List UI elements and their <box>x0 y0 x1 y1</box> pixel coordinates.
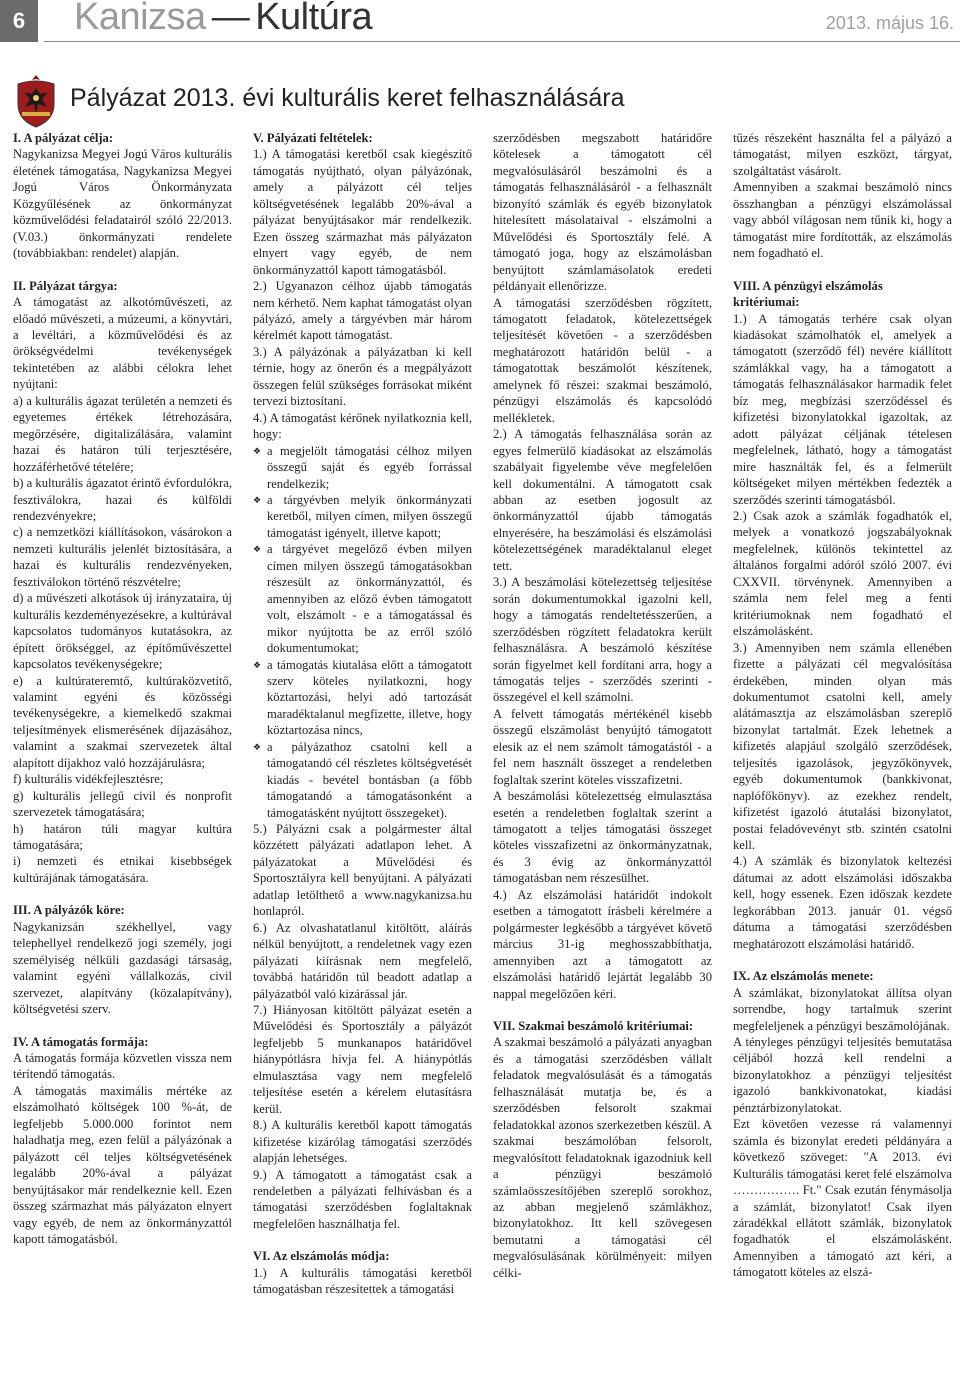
section-heading-accounting-process: IX. Az elszámolás menete: <box>733 969 874 984</box>
column-4 <box>733 130 952 1392</box>
list-item: ❖ a tárgyévben melyik önkormányzati keretből, milyen címen, milyen összegű támogatást igényelt, illetve kapott; <box>253 492 472 541</box>
paragraph: 1.) A kulturális támogatási keretből támogatásban részesítettek a támogatási <box>253 1265 472 1297</box>
paragraph: A számlákat, bizonylatokat állítsa olyan sorrendbe, hogy tartalmuk szerint megfeleljenek a pénzügyi beszámolójának. <box>733 985 952 1033</box>
paragraph: Nagykanizsán székhellyel, vagy telephellyel rendelkező jogi személy, jogi személyiség nélküli gazdasági társaság, valamint egyéni vállalkozás, civil szervezet, alapítvány (közalapítvány), költségvetési szerv. <box>13 919 232 1017</box>
paragraph: A támogatást az alkotóművészeti, az előadó művészeti, a múzeumi, a könyvtári, a levéltári, a közművelődési és az örökségvédelmi tevékenységek tekintetében az alábbi célokra lehet nyújtani: <box>13 295 232 392</box>
paragraph: tűzés részeként használta fel a pályázó a támogatást, milyen eszközt, tárgyat, szolgáltatást vásárolt. <box>733 131 952 178</box>
paragraph: 1.) A támogatás terhére csak olyan kiadásokat számolhatók el, amelyek a támogatott (szerződő fél) nevére kiállított számlákkal vagy, ha a támogatott a támogatás felhasználásakor harmadik felet bíz meg, megbízási szerződéssel és kifizetési bizonylatokkal igazoltak, az adott pályázat céljának tételesen megfelelnek, látható, hogy a támogatást mire használták fel, és a felmerült költségeket milyen mértékben fedezték a szerződés szerinti támogatásból. <box>733 311 952 507</box>
paragraph: d) a művészeti alkotások új irányzataira, új kulturális kezdeményezésekre, a kultúrával kapcsolatos tudományos kutatásokra, az épített örökséggel, az építőművészettel kapcsolatos tevékenységekre; <box>13 591 232 672</box>
masthead-kanizsa: Kanizsa <box>74 0 206 38</box>
paragraph: A szakmai beszámoló a pályázati anyagban és a támogatási szerződésben vállalt feladatok megvalósulását és a támogatás felhasználását mutatja be, és a szerződésben felsorolt szakmai feladatokkal azonos szerkezetben készül. A szakmai beszámolóban felsorolt, megvalósított feladatoknak igazodniuk kell a pénzügyi beszámoló számlaösszesítőjében szereplő sorokhoz, az abban megjelenő számlákhoz, bizonylatokhoz. Itt kell szövegesen bemutatni a támogatási cél megvalósulásának körülményeit: milyen célki- <box>493 1035 712 1280</box>
paragraph: A támogatási szerződésben rögzített, támogatott feladatok, kötelezettségek teljesítését követően - a szerződésben meghatározott határidőn belül - a támogatottak beszámolót készítenek, amelynek fő részei: szakmai beszámoló, pénzügyi elszámolás és kapcsolódó mellékletek. <box>493 295 712 425</box>
paragraph: c) a nemzetközi kiállításokon, vásárokon a nemzeti kulturális jelenlét biztosítására, a hazai és kulturális rendezvényeken, fesztiválokon történő részvételre; <box>13 525 232 589</box>
list-item: ❖ a tárgyévet megelőző évben milyen címen milyen összegű támogatásokban részesült az önkormányzattól, és amennyiben az előző évben támogatott volt, elszámolt - e a támogatással és mikor nyújtotta be az erről szóló dokumentumokat; <box>253 541 472 656</box>
paragraph: 4.) A támogatást kérőnek nyilatkoznia kell, hogy: <box>253 410 472 442</box>
masthead-dash: — <box>211 0 250 38</box>
section-heading-financial-criteria: VIII. A pénzügyi elszámolás kritériumai: <box>733 278 883 310</box>
paragraph: Amennyiben a szakmai beszámoló nincs összhangban a pénzügyi elszámolással vagy abból világosan nem tűnik ki, hogy a támogatást mire fordították, az elszámolás nem fogadható el. <box>733 180 952 261</box>
paragraph: 5.) Pályázni csak a polgármester által közzétett pályázati adatlapon lehet. A pályázatokat a Művelődési és Sportosztályra kell benyújtani. A pályázati adatlap letölthető a www.nagykanizsa.hu honlapról. <box>253 822 472 919</box>
paragraph: A tényleges pénzügyi teljesítés bemutatása céljából hozzá kell rendelni a bizonylatokhoz a pénzügyi teljesítést igazoló bankkivonatokat, kiadási pénztárbizonylatokat. <box>733 1035 952 1115</box>
paragraph: szerződésben megszabott határidőre kötelesek a támogatott cél megvalósulásáról beszámolni és a támogatás felhasználásáról - a felhasznált bizonyító számlák és egyéb bizonylatok hitelesített másolataival - elszámolni a Művelődési és Sportosztály felé. A támogató joga, hogy az elszámolásban benyújtott számlamásolatok eredeti példányait ellenőrizze. <box>493 131 712 294</box>
paragraph: 9.) A támogatott a támogatást csak a rendeletben a pályázati felhívásban és a támogatási szerződésben foglaltaknak megfelelően használhatja fel. <box>253 1167 472 1231</box>
header-rule <box>44 41 960 42</box>
paragraph: 2.) Csak azok a számlák fogadhatók el, melyek a vonatkozó jogszabályoknak megfelelnek, különös tekintettel az általános forgalmi adóról szóló 2007. évi CXXVII. törvénynek. Amennyiben a számla nem felel meg a fenti kritériumoknak nem fogadható el elszámolásként. <box>733 508 952 639</box>
paragraph: e) a kultúrateremtő, kultúraközvetítő, valamint egyéni és közösségi tevékenységekre, a kiemelkedő szakmai teljesítmények elismerésének díjazásához, valamint a szakmai szervezetek által alapított díjakhoz való hozzájárulásra; <box>13 673 232 770</box>
paragraph: A támogatás formája közvetlen vissza nem térítendő támogatás. <box>13 1051 232 1082</box>
paragraph: A felvett támogatás mértékénél kisebb összegű elszámolást benyújtó támogatott elesik az el nem számolt támogatástól - a fel nem használt összeget a rendeletben foglaltak szerint köteles visszafizetni. <box>493 706 712 787</box>
paragraph: f) kulturális vidékfejlesztésre; <box>13 772 164 787</box>
paragraph: A támogatás maximális mértéke az elszámolható költségek 100 %-át, de legfeljebb 5.000.000 forintot nem haladhatja meg, ezen felül a pályázónak a pályázott cél teljes költségvetésének legalább 20%-ával a pályázat benyújtásakor már rendelkeznie kell. Ezen összeg származhat más pályázaton elnyert vagy egyéb, de nem az önkormányzattól kapott támogatásból. <box>13 1083 232 1246</box>
section-heading-accounting-method: VI. Az elszámolás módja: <box>253 1249 390 1264</box>
paragraph: 6.) Az olvashatatlanul kitöltött, aláírás nélkül benyújtott, a rendeletnek vagy ezen pályázati kiírásnak nem megfelelő, továbbá határidőn túl beadott adatlap a pályázatból való kizárással jár. <box>253 920 472 1001</box>
paragraph: 4.) A számlák és bizonylatok keltezési dátumai az adott elszámolási időszakba kell, hogy essenek. Ezen időszak kezdete legkorábban 2013. január 01. végső dátuma a támogatási szerződésben meghatározott elszámolási határidő. <box>733 854 952 951</box>
paragraph: 8.) A kulturális keretből kapott támogatás kifizetése kizárólag támogatási szerződés alapján lehetséges. <box>253 1118 472 1166</box>
section-heading-applicants: III. A pályázók köre: <box>13 903 125 918</box>
paragraph: 3.) Amennyiben nem számla ellenében fizette a pályázati cél megvalósítása érdekében, minden olyan más dokumentumot csatolni kell, amely alátámasztja az elszámolásban szereplő bizonylat tartalmát. Ezek lehetnek a kifizetés alapjául szolgáló szerződések, teljesítés igazolások, jegyzőkönyvek, egyéb dokumentumok (bankkivonat, naplófőkönyv). az ezekhez rendelt, kifizetést igazoló átutalási bizonylatot, postai feladóvevényt stb. szintén csatolni kell. <box>733 640 952 853</box>
paragraph: b) a kulturális ágazatot érintő évfordulókra, fesztiválokra, hazai és külföldi rendezvényekre; <box>13 476 232 523</box>
section-heading-subject: II. Pályázat tárgya: <box>13 278 118 293</box>
article-body <box>13 130 953 1392</box>
section-heading-conditions: V. Pályázati feltételek: <box>253 131 373 145</box>
paragraph: 2.) A támogatás felhasználása során az egyes felmerülő kiadásokat az elszámolás szabályait figyelembe véve megfelelően kell dokumentálni. A támogatott csak abban az esetben jogosult az önkormányzattól újabb támogatás elnyerésére, ha beszámolási és elszámolási kötelezettségének maradéktalanul eleget tett. <box>493 427 712 573</box>
paragraph: h) határon túli magyar kultúra támogatására; <box>13 821 232 853</box>
paragraph: 4.) Az elszámolási határidőt indokolt esetben a támogatott írásbeli kérelmére a polgármester legkésőbb a tárgyévet követő március 31-ig meghosszabbíthatja, amennyiben azt a támogatott az elszámolási határidő lejártát legalább 30 nappal megelőzően kéri. <box>493 887 712 1001</box>
paragraph: 7.) Hiányosan kitöltött pályázat esetén a Művelődési és Sportosztály a pályázót legfeljebb 5 munkanapos határidővel hiánypótlásra hívja fel. A hiánypótlás elmulasztása vagy nem megfelelő teljesítése esetén a kérelem elutasításra kerül. <box>253 1003 472 1116</box>
paragraph: Ezt követően vezesse rá valamennyi számla és bizonylat eredeti példányára a következő szöveget: "A 2013. évi Kulturális támogatási keret felé elszámolva ……………. Ft." Csak ezután fénymásolja a számlát, bizonylatot! Csak ilyen záradékkal ellátott számlák, bizonylatok fogadhatók el elszámolásként. Amennyiben a támogató azt kéri, a támogatott köteles az elszá- <box>733 1117 952 1280</box>
list-item: ❖ a támogatás kiutalása előtt a támogatott szerv köteles nyilatkozni, hogy köztartozási, helyi adó tartozását maradéktalanul megfizette, illetve, hogy köztartozása nincs, <box>253 657 472 739</box>
paragraph: A beszámolási kötelezettség elmulasztása esetén a rendeletben foglaltak szerint a támogatott a teljes támogatási összeget köteles visszafizetni az önkormányzatnak, és 3 évig az önkormányzattól támogatásban nem részesülhet. <box>493 789 712 886</box>
masthead-kultura: Kultúra <box>255 0 373 38</box>
page-header <box>0 0 960 42</box>
paragraph: 3.) A pályázónak a pályázatban ki kell térnie, hogy az önerőn és a megpályázott összegen felül szükséges forrásokat miként tervezi biztosítani. <box>253 344 472 409</box>
paragraph: Nagykanizsa Megyei Jogú Város kulturális életének támogatása, Nagykanizsa Megyei Jogú Város Önkormányzata Közgyűlésének az önkormányzat közművelődési feladatairól szóló 22/2013. (V.03.) önkormányzati rendelete (továbbiakban: rendelet) alapján. <box>13 147 232 261</box>
issue-date: 2013. május 16. <box>825 13 954 33</box>
paragraph: 3.) A beszámolási kötelezettség teljesítése során dokumentumokkal igazolni kell, hogy a támogatás rendeltetésszerűen, a szerződésben rögzített feladatokra került felhasználásra. A beszámoló készítése során figyelmet kell fordítani arra, hogy a támogatás teljes - szerződés szerinti - összegével el kell számolni. <box>493 575 712 705</box>
section-heading-support-form: IV. A támogatás formája: <box>13 1034 149 1049</box>
paragraph: g) kulturális jellegű civil és nonprofit szervezetek támogatására; <box>13 788 232 820</box>
paragraph: i) nemzeti és etnikai kisebbségek kultúrájának támogatására. <box>13 854 232 885</box>
column-1 <box>13 130 232 1392</box>
article-title: Pályázat 2013. évi kulturális keret felhasználására <box>70 84 625 112</box>
section-heading-professional-report: VII. Szakmai beszámoló kritériumai: <box>493 1019 694 1034</box>
paragraph: 1.) A támogatási keretből csak kiegészítő támogatás nyújtható, olyan pályázónak, amely a pályázott cél teljes költségvetésének legalább 20%-ával a pályázat benyújtásakor már rendelkezik. Ezen összeg származhat más pályázaton elnyert vagy egyéb, de nem önkormányzattól kapott támogatásból. <box>253 147 472 277</box>
column-2 <box>253 130 472 1392</box>
list-item: ❖ a megjelölt támogatási célhoz milyen összegű saját és egyéb forrással rendelkezik; <box>253 443 472 492</box>
page-number: 6 <box>0 0 38 42</box>
coat-of-arms-icon <box>14 74 58 128</box>
declaration-list <box>253 443 472 821</box>
list-item: ❖ a pályázathoz csatolni kell a támogatandó cél részletes költségvetését kiadás - bevétel bontásban (a főbb támogatandó a támogatásonként a támogatásként nyújtott összegeket). <box>253 739 472 821</box>
paragraph: 2.) Ugyanazon célhoz újabb támogatás nem kérhető. Nem kaphat támogatást olyan pályázó, amely a tárgyévben már három kérelmét kapott támogatást. <box>253 279 472 343</box>
section-heading-goal: I. A pályázat célja: <box>13 131 114 145</box>
paragraph: a) a kulturális ágazat területén a nemzeti és egyetemes értékek létrehozására, megőrzésére, digitalizálására, valamint hazai és határon túli terjesztésére, hozzáférhetővé tételére; <box>13 393 232 474</box>
column-3 <box>493 130 712 1392</box>
masthead <box>74 0 372 39</box>
